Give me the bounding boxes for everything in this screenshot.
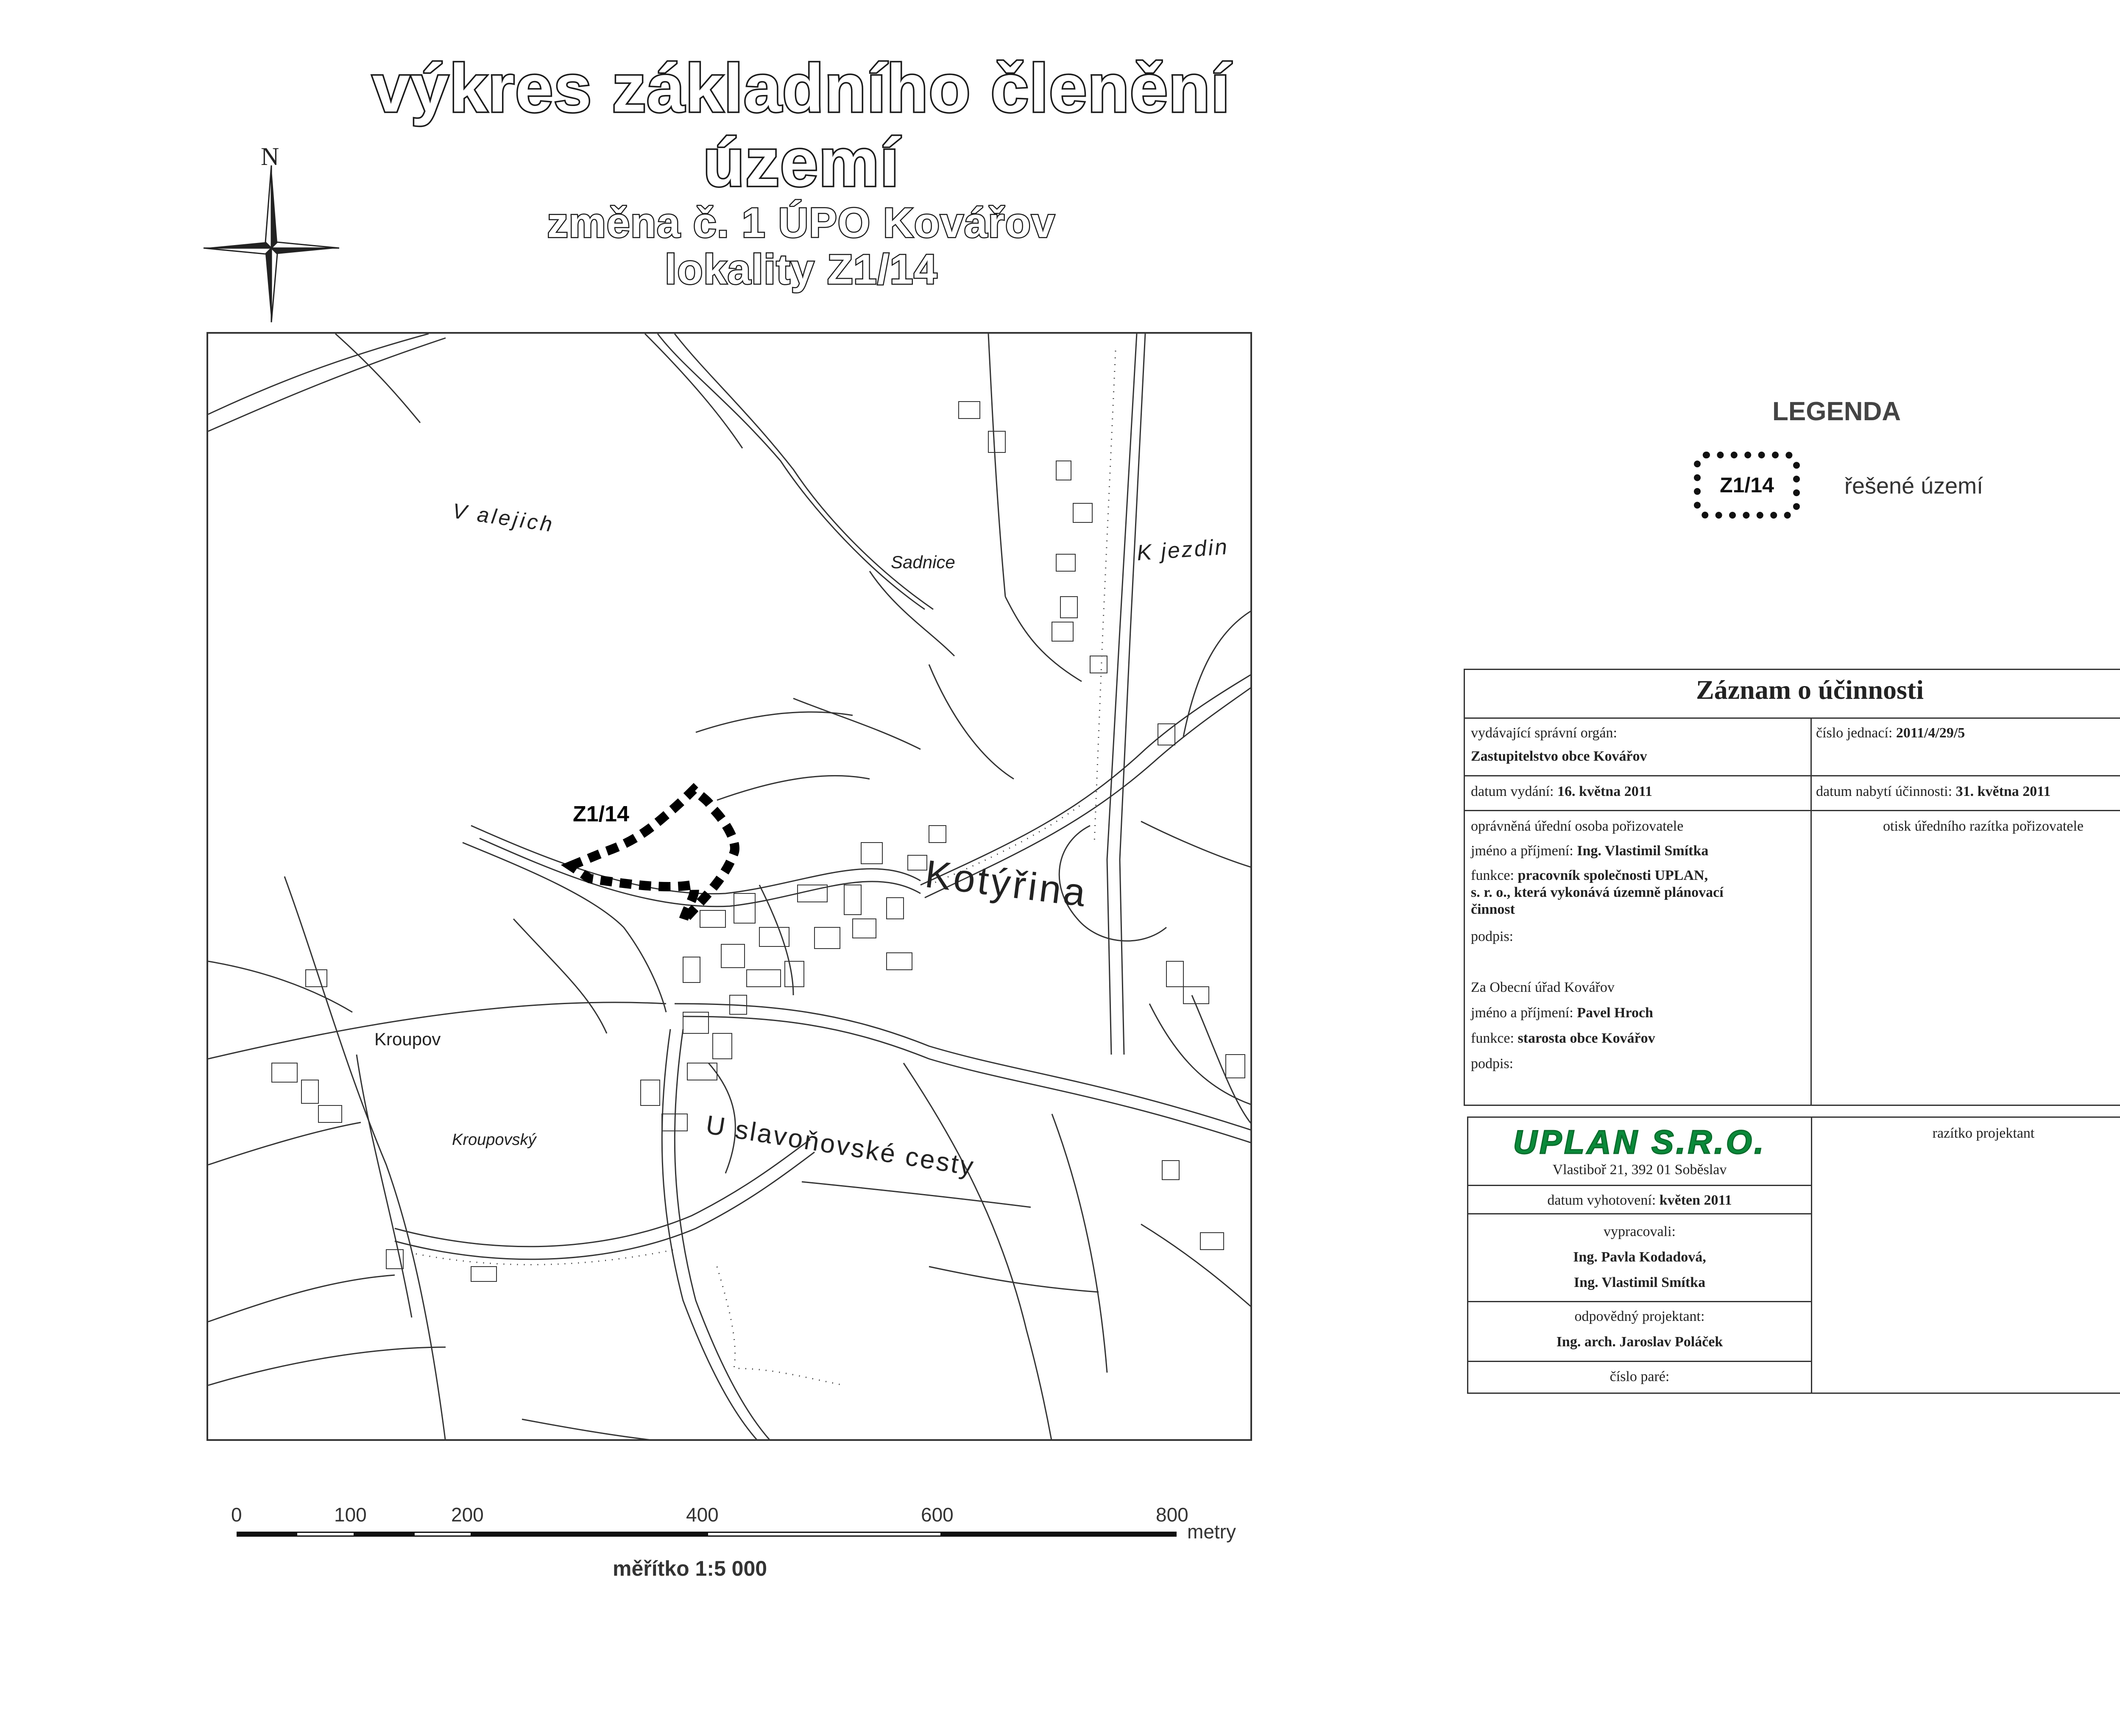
jmeno1-label: jméno a příjmení: (1471, 843, 1577, 859)
uplan-logo-cell (1468, 1118, 1811, 1185)
podpis2-label: podpis: (1471, 1056, 1514, 1072)
map-label-k-jezdin: K jezdin (1136, 534, 1230, 566)
north-arrow (201, 142, 341, 324)
funkce1-value-l3: činnost (1471, 901, 1515, 917)
table-divider (1465, 717, 2120, 719)
legend-symbol (1694, 452, 1800, 519)
scale-segment (942, 1532, 1177, 1537)
table-divider (1465, 775, 2120, 776)
scale-segment (355, 1532, 413, 1537)
legend-symbol-label: Z1/14 (1720, 473, 1774, 497)
map-linework (208, 334, 1252, 1441)
map-label-sadnice: Sadnice (891, 552, 955, 572)
vydavajici-value: Zastupitelstvo obce Kovářov (1471, 748, 1647, 764)
map-label-v-alejich: V alejich (451, 499, 556, 537)
map-title: výkres základního členění území (372, 50, 1231, 200)
datum-vyhotoveni-label: datum vyhotovení: (1547, 1192, 1660, 1208)
cislo-pare-label: číslo paré: (1610, 1369, 1670, 1384)
scale-caption: měřítko 1:5 000 (613, 1557, 767, 1580)
scale-tick-100: 100 (334, 1504, 367, 1526)
table-divider (1468, 1185, 1811, 1186)
title-block (297, 51, 1306, 293)
cislo-value: 2011/4/29/5 (1896, 725, 1965, 741)
datum-nabyti-value: 31. května 2011 (1955, 784, 2051, 799)
scale-tick-800: 800 (1156, 1504, 1188, 1526)
cislo-label: číslo jednací: (1816, 725, 1896, 741)
odpovedny-value: Ing. arch. Jaroslav Poláček (1556, 1334, 1723, 1350)
legend-item-text: řešené území (1844, 473, 1983, 499)
uplan-logo: UPLAN S.R.O. (1513, 1123, 1766, 1161)
scale-segment (413, 1532, 472, 1537)
scale-segment (472, 1532, 707, 1537)
uplan-address: Vlastiboř 21, 392 01 Soběslav (1552, 1162, 1727, 1178)
legend-title: LEGENDA (1772, 397, 1901, 426)
jmeno2-value: Pavel Hroch (1577, 1005, 1653, 1021)
scale-segment (237, 1532, 296, 1537)
scale-segment (707, 1532, 942, 1537)
funkce2-value: starosta obce Kovářov (1517, 1030, 1655, 1046)
map-locality: lokality Z1/14 (665, 246, 938, 293)
scale-bar (229, 1503, 1255, 1584)
funkce1-label: funkce: (1471, 868, 1518, 883)
table-divider (1468, 1361, 1811, 1362)
otisk-label: otisk úředního razítka pořizovatele (1883, 818, 2084, 834)
opravnena-label: oprávněná úřední osoba pořizovatele (1471, 818, 1684, 834)
cadastral-map[interactable] (206, 332, 1252, 1441)
zaznam-title: Záznam o účinnosti (1696, 675, 1924, 705)
scale-tick-400: 400 (686, 1504, 719, 1526)
scale-unit: metry (1187, 1521, 1236, 1543)
odpovedny-label: odpovědný projektant: (1574, 1309, 1705, 1324)
funkce1-value-l2: s. r. o., která vykonává územně plánovací (1471, 885, 1724, 900)
map-label-kroupov: Kroupov (374, 1029, 441, 1049)
map-label-kotyrina: Kotýřina (923, 852, 1091, 915)
table-divider (1465, 810, 2120, 811)
scale-tick-600: 600 (921, 1504, 954, 1526)
map-label-z1-14: Z1/14 (573, 802, 629, 826)
zaznam-table (1464, 669, 2120, 1106)
map-label-u-slavonovske-cesty: U slavoňovské cesty (704, 1110, 977, 1182)
table-divider (1811, 1118, 1812, 1393)
jmeno2-label: jméno a příjmení: (1471, 1005, 1577, 1021)
vydavajici-label: vydávající správní orgán: (1471, 725, 1617, 741)
datum-nabyti-label: datum nabytí účinnosti: (1816, 784, 1956, 799)
funkce1-value-l1: pracovník společnosti UPLAN, (1517, 868, 1708, 883)
map-subtitle: změna č. 1 ÚPO Kovářov (547, 199, 1056, 246)
podpis1-label: podpis: (1471, 929, 1514, 944)
datum-vydani-label: datum vydání: (1471, 784, 1557, 799)
jmeno1-value: Ing. Vlastimil Smítka (1577, 843, 1709, 859)
scale-segment (296, 1532, 355, 1537)
north-label: N (261, 142, 279, 170)
vypracovali-1: Ing. Pavla Kodadová, (1573, 1249, 1706, 1265)
vypracovali-label: vypracovali: (1604, 1224, 1676, 1239)
funkce2-label: funkce: (1471, 1030, 1518, 1046)
za-ou-label: Za Obecní úřad Kovářov (1471, 980, 1615, 995)
table-divider (1468, 1213, 1811, 1214)
vypracovali-2: Ing. Vlastimil Smítka (1573, 1275, 1706, 1290)
map-label-kroupovsky: Kroupovský (452, 1131, 536, 1149)
projektant-table (1467, 1116, 2120, 1394)
table-divider (1810, 717, 1812, 1105)
table-divider (1468, 1301, 1811, 1302)
scale-tick-200: 200 (451, 1504, 484, 1526)
scale-tick-0: 0 (231, 1504, 242, 1526)
datum-vydani-value: 16. května 2011 (1557, 784, 1652, 799)
datum-vyhotoveni-value: květen 2011 (1659, 1192, 1732, 1208)
razitko-label: razítko projektant (1932, 1125, 2035, 1141)
